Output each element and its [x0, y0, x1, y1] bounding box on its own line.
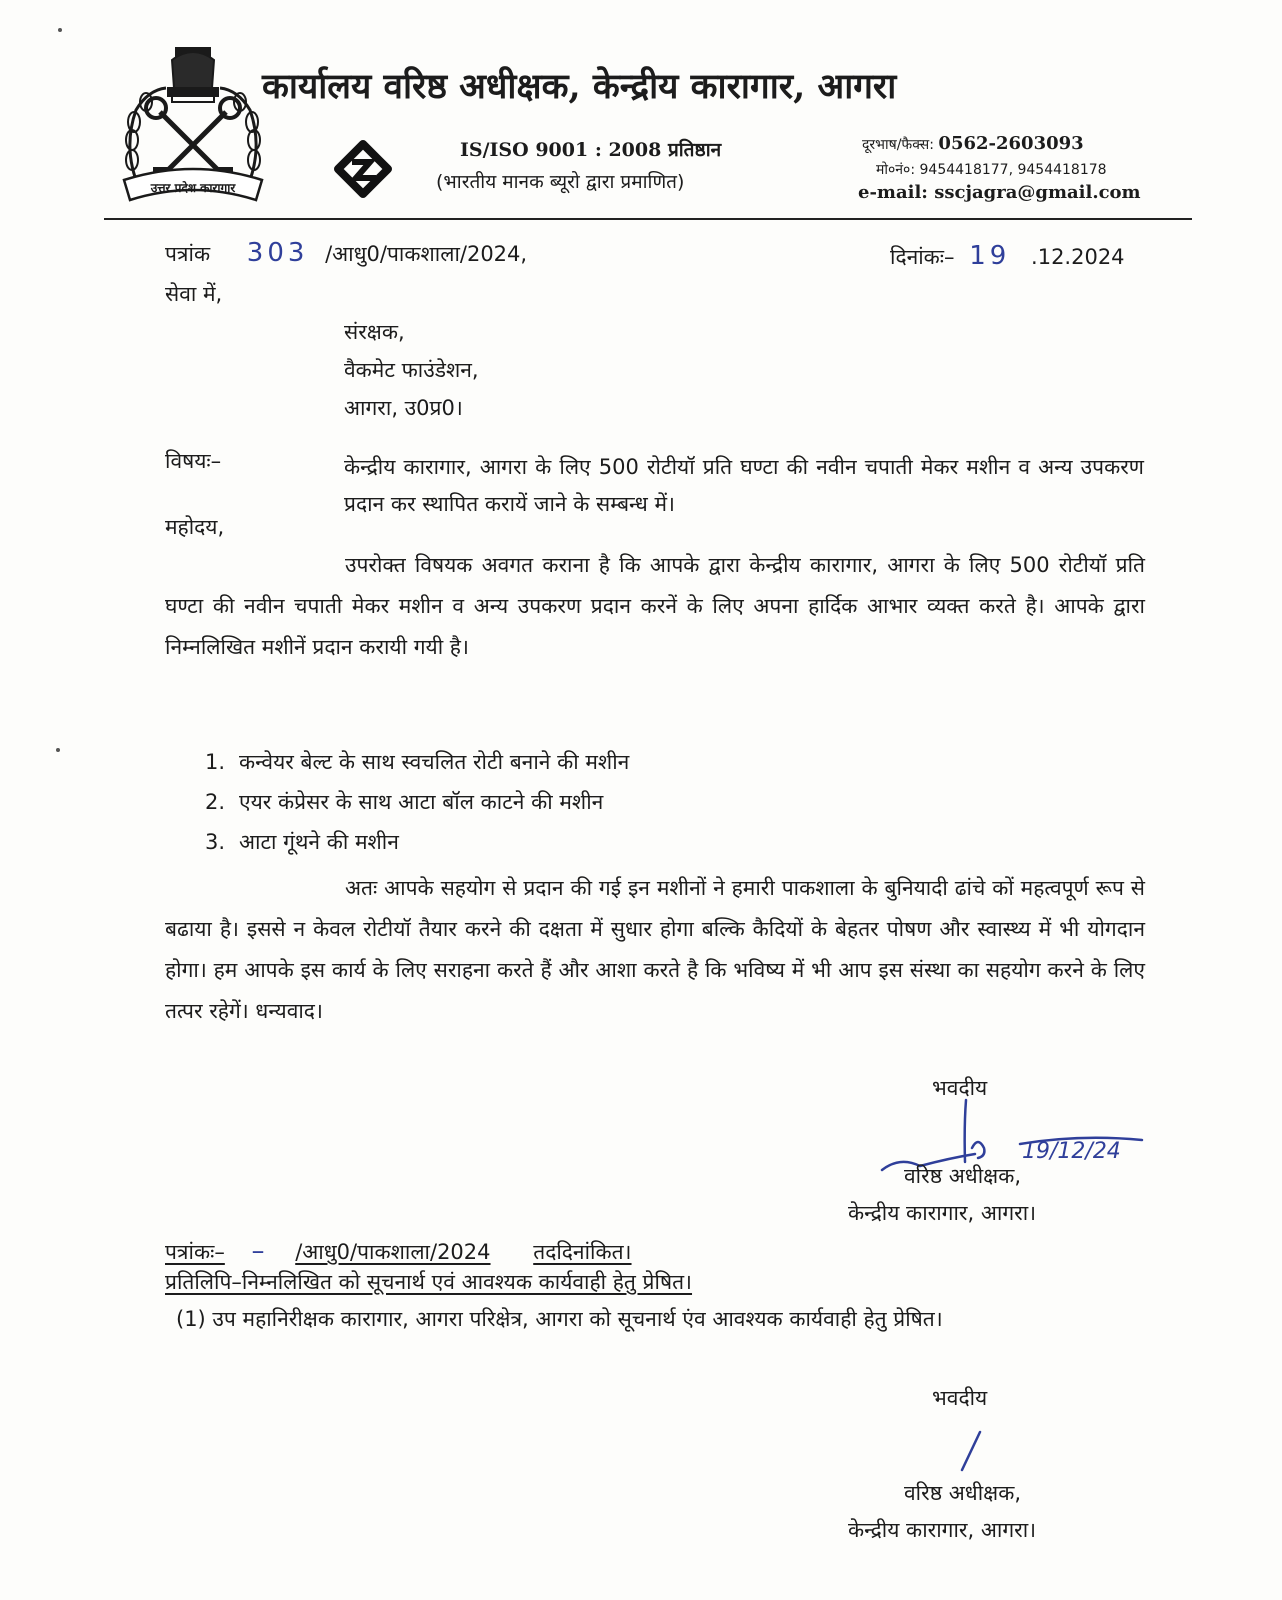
- date-label: दिनांकः–: [890, 245, 955, 269]
- para2-text: अतः आपके सहयोग से प्रदान की गई इन मशीनों ने हमारी पाकशाला के बुनियादी ढांचे कों महत्वपूर्ण रूप से बढाया है। इससे न केवल रोटीयॉ तैयार करने की दक्षता में सुधार होगा बल्कि कैदियों के बेहतर पोषण और स्वास्थ्य में भी योगदान होगा। हम आपके इस कार्य के लिए सराहना करते हैं और आशा करते है कि भविष्य में भी आप इस संस्था का सहयोग करने के लिए तत्पर रहेगें। धन्यवाद।: [165, 876, 1145, 1023]
- copy-ref-label: पत्रांकः–: [165, 1240, 225, 1264]
- email: e-mail: sscjagra@gmail.com: [858, 182, 1141, 203]
- greeting: महोदय,: [165, 515, 225, 539]
- body-paragraph-2: [165, 868, 1145, 1032]
- speck: [56, 748, 60, 752]
- para1-text: उपरोक्त विषयक अवगत कराना है कि आपके द्वारा केन्द्रीय कारागार, आगरा के लिए 500 रोटीयॉ प्रति घण्टा की नवीन चपाती मेकर मशीन व अन्य उपकरण प्रदान करनें के लिए अपना हार्दिक आभार व्यक्त करते है। आपके द्वारा निम्नलिखित मशीनें प्रदान करायी गयी है।: [165, 553, 1145, 659]
- mobile-line: [876, 160, 1107, 179]
- phone-line: [862, 133, 1084, 154]
- salutation-to: सेवा में,: [165, 282, 223, 306]
- subject-text: केन्द्रीय कारागार, आगरा के लिए 500 रोटीयॉ प्रति घण्टा की नवीन चपाती मेकर मशीन व अन्य उपकरण प्रदान कर स्थापित करायें जाने के सम्बन्ध में।: [344, 455, 1144, 516]
- copy-dated: तददिनांकित।: [533, 1240, 632, 1264]
- copy-closing: भवदीय: [932, 1386, 988, 1410]
- copy-heading: प्रतिलिपि–निम्नलिखित को सूचनार्थ एवं आवश्यक कार्यवाही हेतु प्रेषित।: [165, 1270, 693, 1294]
- phone-number: 0562-2603093: [938, 133, 1084, 154]
- iso-authority: (भारतीय मानक ब्यूरो द्वारा प्रमाणित): [436, 171, 685, 193]
- signatory-title: वरिष्ठ अधीक्षक,: [904, 1164, 1022, 1188]
- list-item: 1. कन्वेयर बेल्ट के साथ स्वचलित रोटी बनाने की मशीन: [205, 750, 630, 774]
- list-item: 2. एयर कंप्रेसर के साथ आटा बॉल काटने की मशीन: [205, 790, 604, 814]
- isi-mark-icon: [330, 136, 396, 202]
- ref-number-handwritten: 303: [246, 238, 309, 268]
- mobile-number: 9454418177, 9454418178: [919, 162, 1107, 178]
- copy-ref-mark: –: [251, 1236, 269, 1266]
- iso-certificate: IS/ISO 9001 : 2008 प्रतिष्ठान: [460, 139, 722, 161]
- date-line: [890, 241, 1125, 272]
- copy-ref-suffix: /आधु0/पाकशाला/2024: [295, 1240, 491, 1264]
- ref-suffix: /आधु0/पाकशाला/2024,: [325, 242, 528, 266]
- body-paragraph-1: [165, 545, 1145, 668]
- ref-label: पत्रांक: [165, 242, 211, 266]
- copy-item: (1) उप महानिरीक्षक कारागार, आगरा परिक्षेत्र, आगरा को सूचनार्थ एंव आवश्यक कार्यवाही हेतु प्रेषित।: [176, 1307, 943, 1331]
- list-item: 3. आटा गूंथने की मशीन: [205, 830, 399, 854]
- initial-mark-icon: [950, 1428, 990, 1474]
- emblem-text: उत्तर प्रदेश कारागार: [150, 181, 236, 195]
- recipient-line-3: आगरा, उ0प्र0।: [344, 396, 463, 420]
- date-day-handwritten: 19: [969, 241, 1011, 271]
- office-title: कार्यालय वरिष्ठ अधीक्षक, केन्द्रीय कारागार, आगरा: [262, 66, 897, 107]
- subject-label: विषयः–: [165, 449, 222, 473]
- phone-label: दूरभाष/फैक्स:: [862, 137, 934, 153]
- copy-ref-line: [165, 1236, 632, 1267]
- header-divider: [104, 218, 1192, 220]
- machine-list: [205, 742, 629, 862]
- signature-date: 19/12/24: [1022, 1139, 1121, 1164]
- recipient-line-1: संरक्षक,: [344, 320, 405, 344]
- closing: भवदीय: [932, 1076, 988, 1100]
- prison-emblem-icon: [118, 40, 268, 215]
- copy-signatory-office: केन्द्रीय कारागार, आगरा।: [848, 1518, 1037, 1542]
- speck: [58, 28, 62, 32]
- date-rest: .12.2024: [1031, 245, 1125, 269]
- mobile-label: मो०नं०:: [876, 162, 916, 178]
- copy-signatory-title: वरिष्ठ अधीक्षक,: [904, 1481, 1022, 1505]
- ref-line: [165, 238, 527, 269]
- recipient-line-2: वैकमेट फाउंडेशन,: [344, 358, 479, 382]
- signatory-office: केन्द्रीय कारागार, आगरा।: [848, 1201, 1037, 1225]
